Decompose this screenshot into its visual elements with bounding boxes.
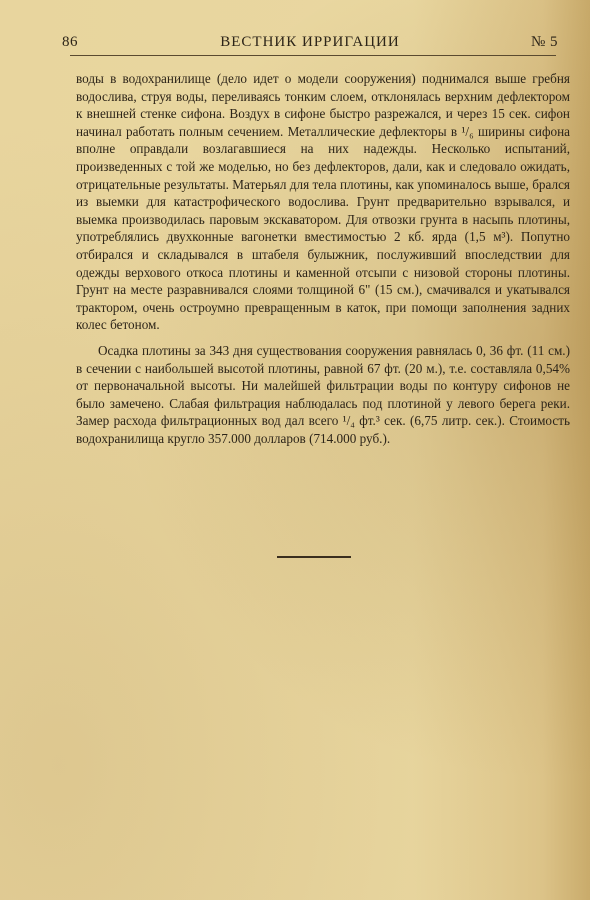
header-rule: [70, 55, 556, 56]
issue-number: № 5: [530, 34, 558, 50]
page-number: 86: [62, 34, 78, 50]
journal-title: ВЕСТНИК ИРРИГАЦИИ: [220, 34, 400, 50]
paragraph-settlement: Осадка плотины за 343 дня существования сооружения равнялась 0, 36 фт. (11 см.) в сечении с наибольшей высотой плотины, равной 67 фт. (20 м.), т.е. составляла 0,54% от первоначальной высоты. Ни малейшей фильтрации воды по контуру сифонов не было замечено. Слабая фильтрация наблюдалась под плотиной у левого берега реки. Замер расхода фильтрационных вод дал всего ¹/₄ фт.³ сек. (6,75 литр. сек.). Стоимость водохранилища кругло 357.000 долларов (714.000 руб.).: [76, 342, 570, 446]
article-body: [76, 70, 570, 447]
running-header: [62, 34, 558, 54]
article-end-rule: [277, 556, 351, 558]
paragraph-construction: воды в водохранилище (дело идет о модели сооружения) поднимался выше гребня водослива, струя воды, переливаясь тонким слоем, отклонялась верхним дефлектором к внешней стенке сифона. Воздух в сифоне быстро разрежался, и через 15 сек. сифон начинал работать полным сечением. Металлические дефлекторы в ¹/₆ ширины сифона вполне оправдали возлагавшиеся на них надежды. Несколько испытаний, произведенных с той же моделью, но без дефлекторов, дали, как и следовало ожидать, отрицательные результаты. Матерьял для тела плотины, как упоминалось выше, брался из выемки для катастрофического водослива. Грунт предварительно взрывался, и выемка производилась паровым экскаватором. Для отвозки грунта в насыпь плотины, употреблялись двухконные вагонетки вместимостью 2 кб. ярда (1,5 м³). Попутно отбирался и складывался в штабеля булыжник, послуживший впоследствии для одежды верхового откоса плотины и каменной отсыпи с низовой стороны плотины. Грунт на месте разравнивался слоями толщиной 6" (15 см.), смачивался и укатывался трактором, очень остроумно превращенным в каток, при помощи заполнения задних колес бетоном.: [76, 71, 570, 333]
